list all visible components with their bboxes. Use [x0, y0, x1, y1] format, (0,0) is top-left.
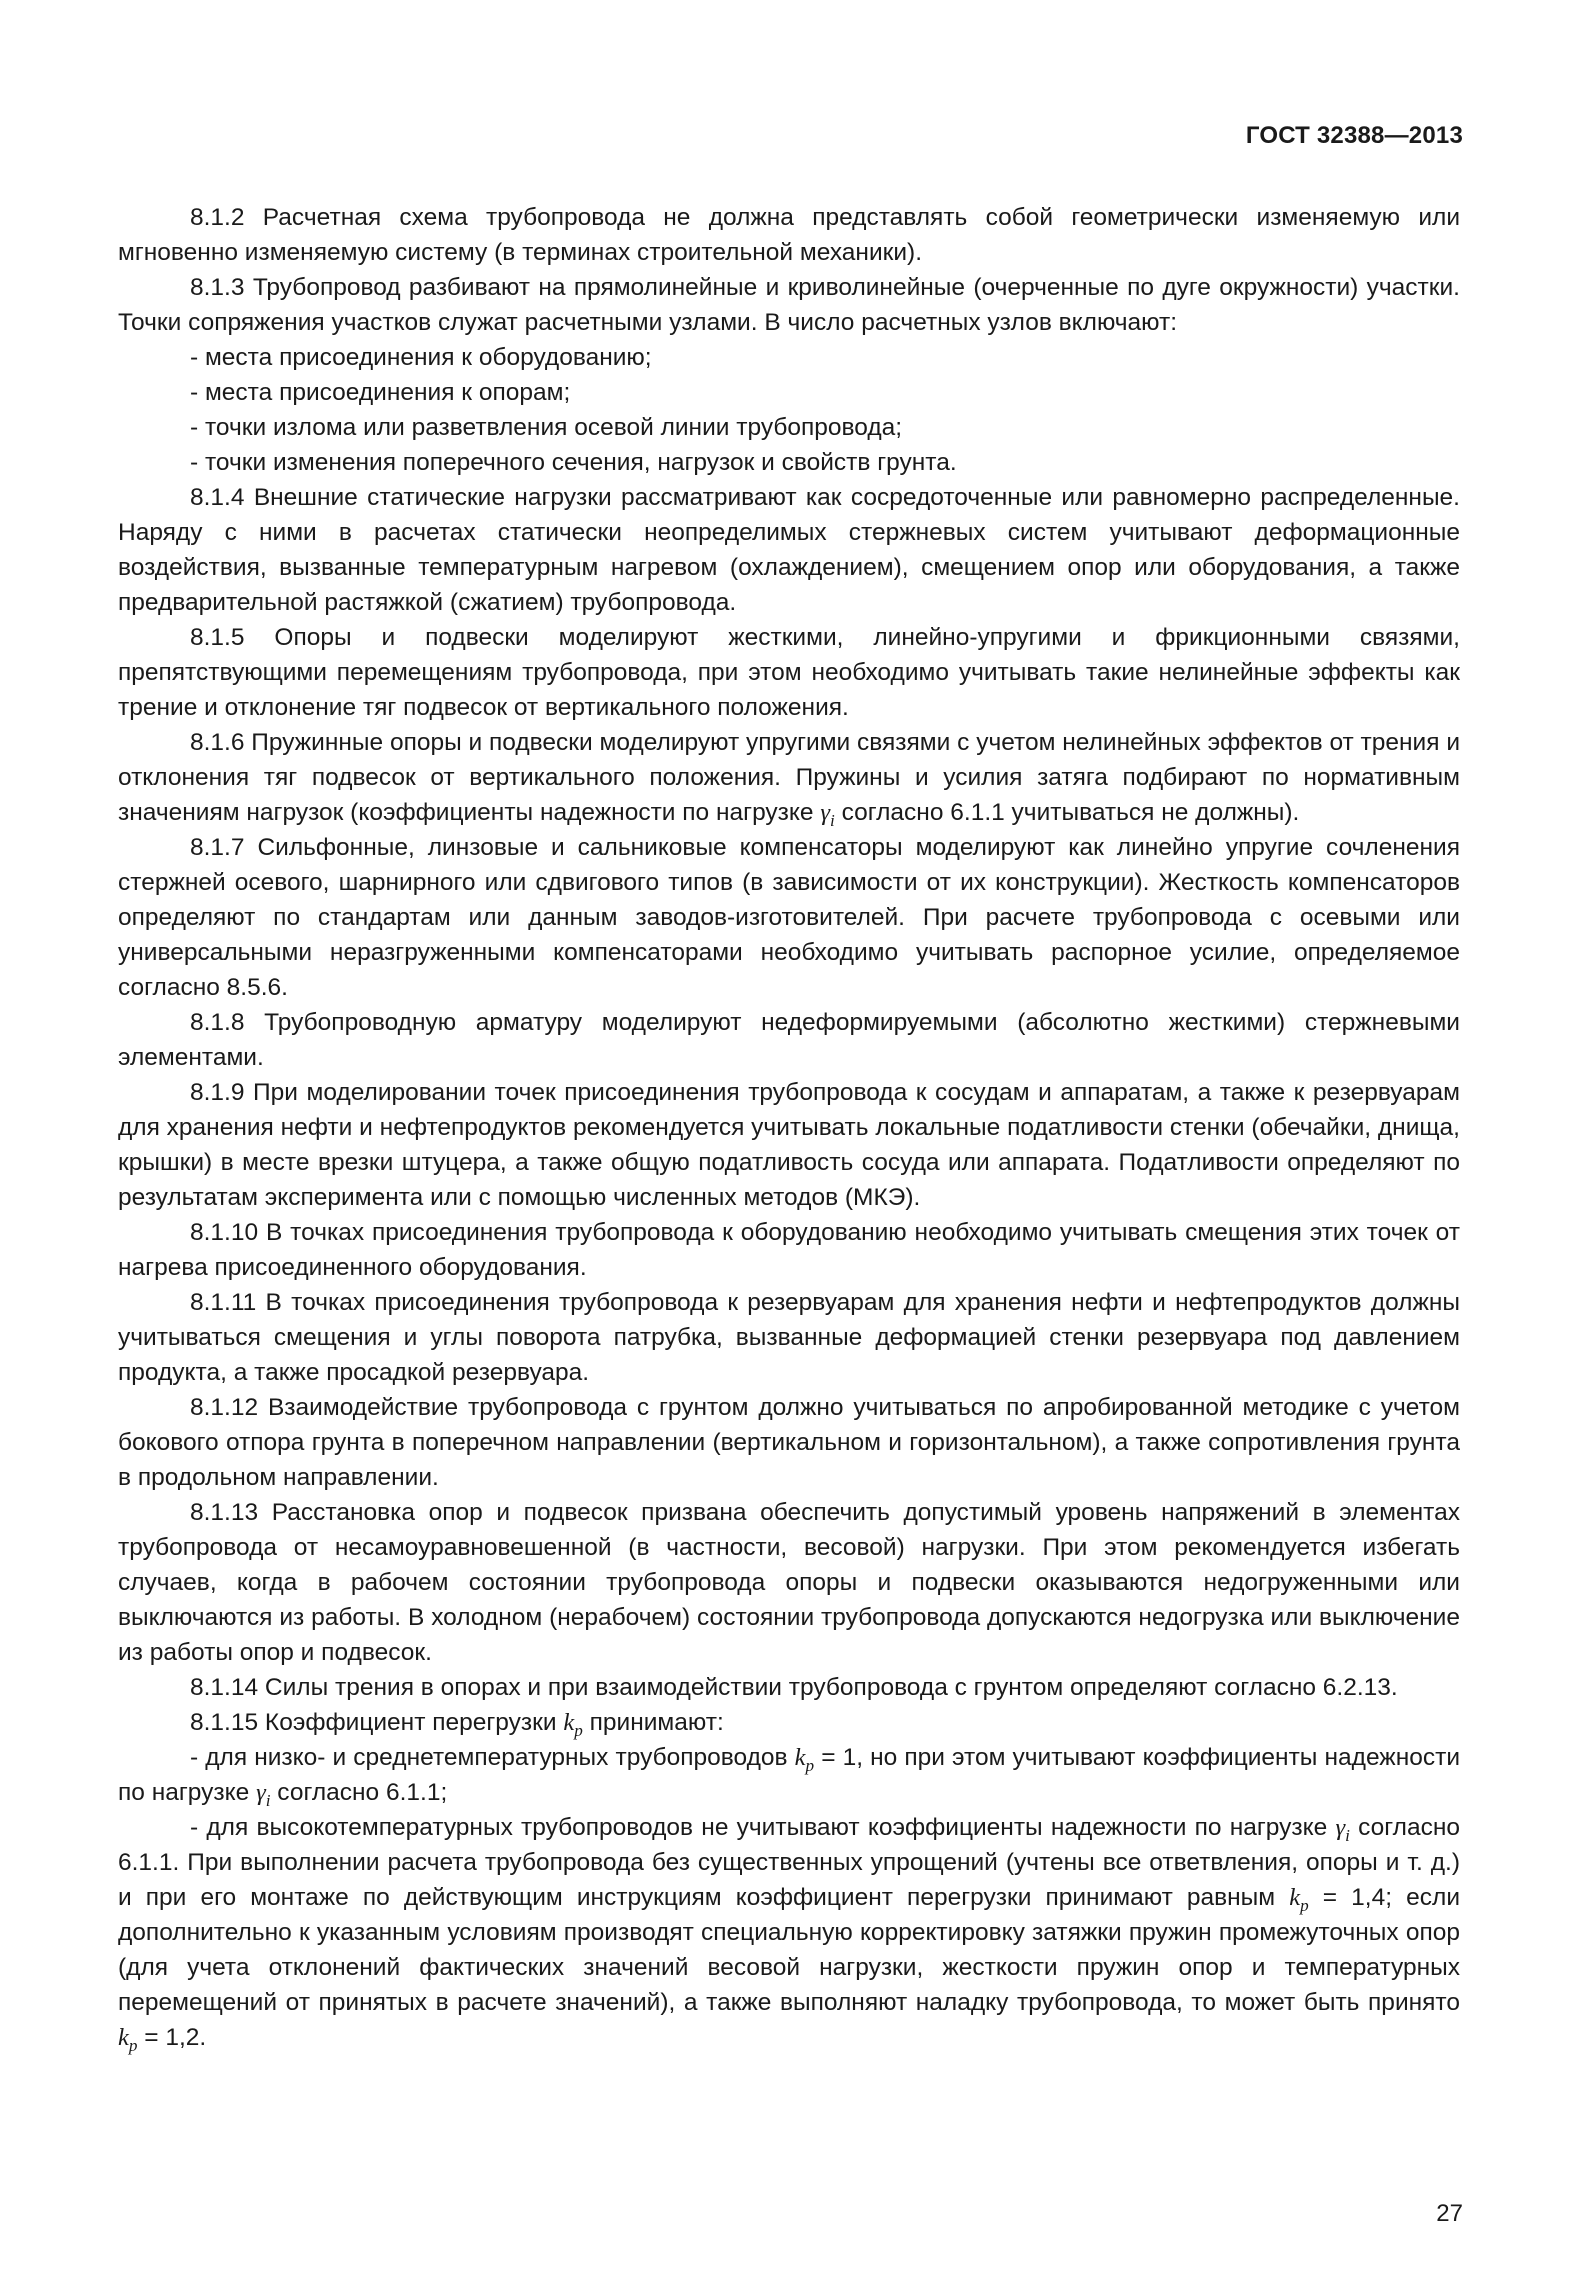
subscript: p — [128, 2035, 138, 2055]
paragraph-8-1-9: 8.1.9 При моделировании точек присоединения трубопровода к сосудам и аппаратам, а также к резервуарам для хранения нефти и нефтепродуктов рекомендуется учитывать локальные податливости стенки (обечайки, днища, крышки) в месте врезки штуцера, а также общую податливость сосуда или аппарата. Податливости определяют по результатам эксперимента или с помощью численных методов (МКЭ). — [118, 1079, 1460, 1211]
standard-designation: ГОСТ 32388—2013 — [1245, 122, 1463, 149]
paragraph-8-1-4: 8.1.4 Внешние статические нагрузки рассматривают как сосредоточенные или равномерно распределенные. Наряду с ними в расчетах статически неопределимых стержневых систем учитывают деформационные воздействия, вызванные температурным нагревом (охлаждением), смещением опор или оборудования, а также предварительной растяжкой (сжатием) трубопровода. — [118, 484, 1460, 616]
text-run: согласно 6.1.1. При выполнении расчета трубопровода без существенных упрощений (учтены все ответвления, опоры и т. д.) и при его монтаже по действующим инструкциям коэффициент перегрузки принимают равным — [118, 1814, 1460, 1911]
paragraph-8-1-2: 8.1.2 Расчетная схема трубопровода не должна представлять собой геометрически изменяемую или мгновенно изменяемую систему (в терминах строительной механики). — [118, 204, 1460, 266]
paragraph-8-1-7: 8.1.7 Сильфонные, линзовые и сальниковые компенсаторы моделируют как линейно упругие сочленения стержней осевого, шарнирного или сдвигового типов (в зависимости от их конструкции). Жесткость компенсаторов определяют по стандартам или данным заводов-изготовителей. При расчете трубопровода с осевыми или универсальными неразгруженными компенсаторами необходимо учитывать распорное усилие, определяемое согласно 8.5.6. — [118, 834, 1460, 1001]
list-item: - места присоединения к оборудованию; — [190, 344, 652, 371]
document-body — [118, 200, 1460, 2055]
k-symbol: k — [1289, 1884, 1301, 1911]
paragraph-8-1-15 — [118, 1705, 1460, 1740]
k-symbol: k — [118, 2024, 129, 2051]
paragraph-8-1-8: 8.1.8 Трубопроводную арматуру моделируют недеформируемыми (абсолютно жесткими) стержневыми элементами. — [118, 1009, 1460, 1071]
text-run: 8.1.15 Коэффициент перегрузки — [190, 1709, 564, 1736]
list-item: - точки изменения поперечного сечения, нагрузок и свойств грунта. — [190, 449, 957, 476]
paragraph-8-1-3: 8.1.3 Трубопровод разбивают на прямолинейные и криволинейные (очерченные по дуге окружности) участки. Точки сопряжения участков служат расчетными узлами. В число расчетных узлов включают: — [118, 274, 1460, 336]
gamma-symbol: γ — [1335, 1814, 1346, 1841]
subscript: p — [1300, 1895, 1309, 1915]
list-item: - точки излома или разветвления осевой линии трубопровода; — [190, 414, 903, 441]
paragraph-8-1-12: 8.1.12 Взаимодействие трубопровода с грунтом должно учитываться по апробированной методике с учетом бокового отпора грунта в поперечном направлении (вертикальном и горизонтальном), а также сопротивления грунта в продольном направлении. — [118, 1394, 1460, 1491]
list-item: - места присоединения к опорам; — [190, 379, 571, 406]
paragraph-8-1-6 — [118, 725, 1460, 830]
paragraph-8-1-10: 8.1.10 В точках присоединения трубопровода к оборудованию необходимо учитывать смещения этих точек от нагрева присоединенного оборудования. — [118, 1219, 1460, 1281]
text-run: согласно 6.1.1; — [270, 1779, 448, 1806]
subscript: i — [265, 1790, 271, 1810]
k-symbol: k — [794, 1744, 806, 1771]
list-item-low-temp — [118, 1740, 1460, 1810]
paragraph-8-1-14: 8.1.14 Силы трения в опорах и при взаимодействии трубопровода с грунтом определяют согласно 6.2.13. — [190, 1674, 1398, 1701]
paragraph-8-1-13: 8.1.13 Расстановка опор и подвесок призвана обеспечить допустимый уровень напряжений в элементах трубопровода от несамоуравновешенной (в частности, весовой) нагрузки. При этом рекомендуется избегать случаев, когда в рабочем состоянии трубопровода опоры и подвески оказываются недогруженными или выключаются из работы. В холодном (нерабочем) состоянии трубопровода допускаются недогрузка или выключение из работы опор и подвесок. — [118, 1499, 1460, 1666]
page-number: 27 — [1436, 2200, 1463, 2227]
subscript: i — [1345, 1825, 1350, 1845]
text-run: = 1,2. — [137, 2024, 207, 2051]
subscript: p — [805, 1755, 815, 1775]
gamma-symbol: γ — [820, 799, 830, 826]
text-run: = 1, но при этом учитывают коэффициенты надежности по нагрузке — [118, 1744, 1461, 1806]
subscript: p — [574, 1720, 583, 1740]
text-run: 8.1.6 Пружинные опоры и подвески моделируют упругими связями с учетом нелинейных эффектов от трения и отклонения тяг подвесок от вертикального положения. Пружины и усилия затяга подбирают по нормативным значениям нагрузок (коэффициенты надежности по нагрузке — [118, 729, 1461, 826]
text-run: - для высокотемпературных трубопроводов не учитывают коэффициенты надежности по нагрузке — [190, 1814, 1336, 1841]
text-run: принимают: — [582, 1709, 724, 1736]
text-run: = 1,4; если дополнительно к указанным условиям производят специальную корректировку затяжки пружин промежуточных опор (для учета отклонений фактических значений весовой нагрузки, жесткости пружин опор и температурных перемещений от принятых в расчете значений), а также выполняют наладку трубопровода, то может быть принято — [118, 1884, 1460, 2016]
text-run: согласно 6.1.1 учитываться не должны). — [834, 799, 1300, 826]
gamma-symbol: γ — [256, 1779, 266, 1806]
paragraph-8-1-11: 8.1.11 В точках присоединения трубопровода к резервуарам для хранения нефти и нефтепродуктов должны учитываться смещения и углы поворота патрубка, вызванные деформацией стенки резервуара под давлением продукта, а также просадкой резервуара. — [118, 1289, 1460, 1386]
text-run: - для низко- и среднетемпературных трубопроводов — [190, 1744, 795, 1771]
list-item-high-temp — [118, 1810, 1460, 2055]
subscript: i — [830, 810, 835, 830]
k-symbol: k — [563, 1709, 575, 1736]
paragraph-8-1-5: 8.1.5 Опоры и подвески моделируют жесткими, линейно-упругими и фрикционными связями, препятствующими перемещениям трубопровода, при этом необходимо учитывать такие нелинейные эффекты как трение и отклонение тяг подвесок от вертикального положения. — [118, 624, 1460, 721]
